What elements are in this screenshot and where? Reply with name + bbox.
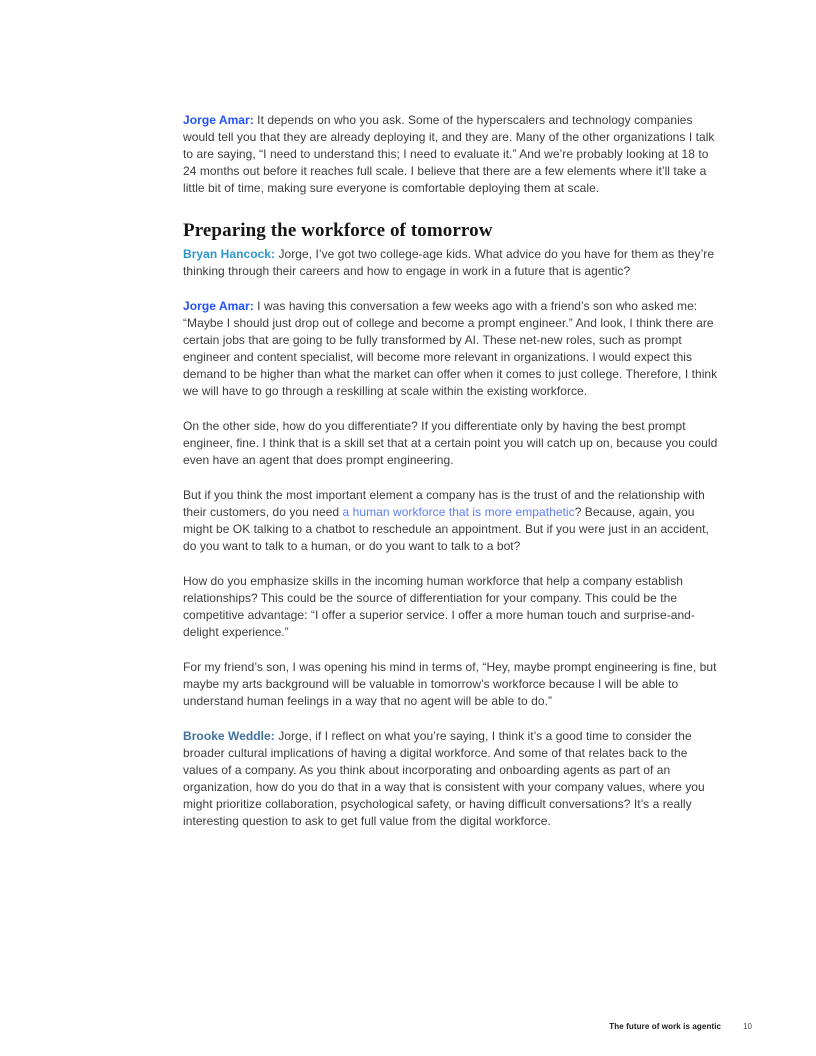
article-body (183, 112, 720, 848)
paragraph-friends-son (183, 659, 720, 710)
speaker-name-jorge-amar: Jorge Amar: (183, 299, 254, 313)
paragraph-brooke-culture (183, 728, 720, 830)
paragraph-text: On the other side, how do you differentiate? If you differentiate only by having the best prompt engineer, fine. I think that is a skill set that at a certain point you will catch up on, because you could even have an agent that does prompt engineering. (183, 419, 718, 467)
paragraph-text: It depends on who you ask. Some of the hyperscalers and technology companies would tell you that they are already deploying it, and they are. Many of the other organizations I talk to are saying, “I need to understand this; I need to evaluate it.” And we’re probably looking at 18 to 24 months out before it reaches full scale. I believe that there are a few elements where it’ll take a little bit of time, making sure everyone is comfortable deploying them at scale. (183, 113, 715, 195)
speaker-name-bryan-hancock: Bryan Hancock: (183, 247, 276, 261)
paragraph-jorge-college (183, 298, 720, 400)
paragraph-emphasize-skills (183, 573, 720, 641)
paragraph-text: But if you think the most important element a company has is the trust of and the relationship with their customers, do you need (183, 488, 705, 519)
paragraph-text: I was having this conversation a few weeks ago with a friend’s son who asked me: “Maybe I should just drop out of college and become a prompt engineer.” And look, I think there are certain jobs that are going to be fully transformed by AI. These net-new roles, such as prompt engineer and content specialist, will become more relevant in organizations. I would expect this demand to be higher than what the market can offer when it comes to just college. Therefore, I think we will have to go through a reskilling at scale within the existing workforce. (183, 299, 718, 398)
footer-document-title: The future of work is agentic (609, 1022, 722, 1031)
paragraph-text: Jorge, if I reflect on what you’re saying, I think it’s a good time to consider the broader cultural implications of having a digital workforce. And some of that relates back to the values of a company. As you think about incorporating and onboarding agents as part of an organization, how do you do that in a way that is consistent with your company values, where you might prioritize collaboration, psychological safety, or having difficult conversations? It’s a really interesting question to ask to get full value from the digital workforce. (183, 729, 705, 828)
speaker-name-jorge-amar: Jorge Amar: (183, 113, 254, 127)
section-heading: Preparing the workforce of tomorrow (183, 220, 493, 241)
paragraph-text: For my friend’s son, I was opening his mind in terms of, “Hey, maybe prompt engineering is fine, but maybe my arts background will be valuable in tomorrow’s workforce because I will be able to understand human feelings in a way that no agent will be able to do.” (183, 660, 717, 708)
speaker-name-brooke-weddle: Brooke Weddle: (183, 729, 275, 743)
paragraph-trust-relationship (183, 487, 720, 555)
footer-page-number: 10 (743, 1022, 752, 1031)
paragraph-bryan-question (183, 246, 720, 280)
paragraph-text: Jorge, I’ve got two college-age kids. What advice do you have for them as they’re thinking through their careers and how to engage in work in a future that is agentic? (183, 247, 715, 278)
paragraph-differentiate (183, 418, 720, 469)
paragraph-text: How do you emphasize skills in the incoming human workforce that help a company establish relationships? This could be the source of differentiation for your company. This could be the competitive advantage: “I offer a superior service. I offer a more human touch and surprise-and-delight experience.” (183, 574, 695, 639)
empathetic-workforce-link[interactable]: a human workforce that is more empathetic (342, 505, 575, 519)
paragraph-text: ? Because, again, you might be OK talking to a chatbot to reschedule an appointment. But if you were just in an accident, do you want to talk to a human, or do you want to talk to a bot? (183, 505, 709, 553)
page-footer (609, 1022, 752, 1032)
paragraph-jorge-deployment (183, 112, 720, 197)
